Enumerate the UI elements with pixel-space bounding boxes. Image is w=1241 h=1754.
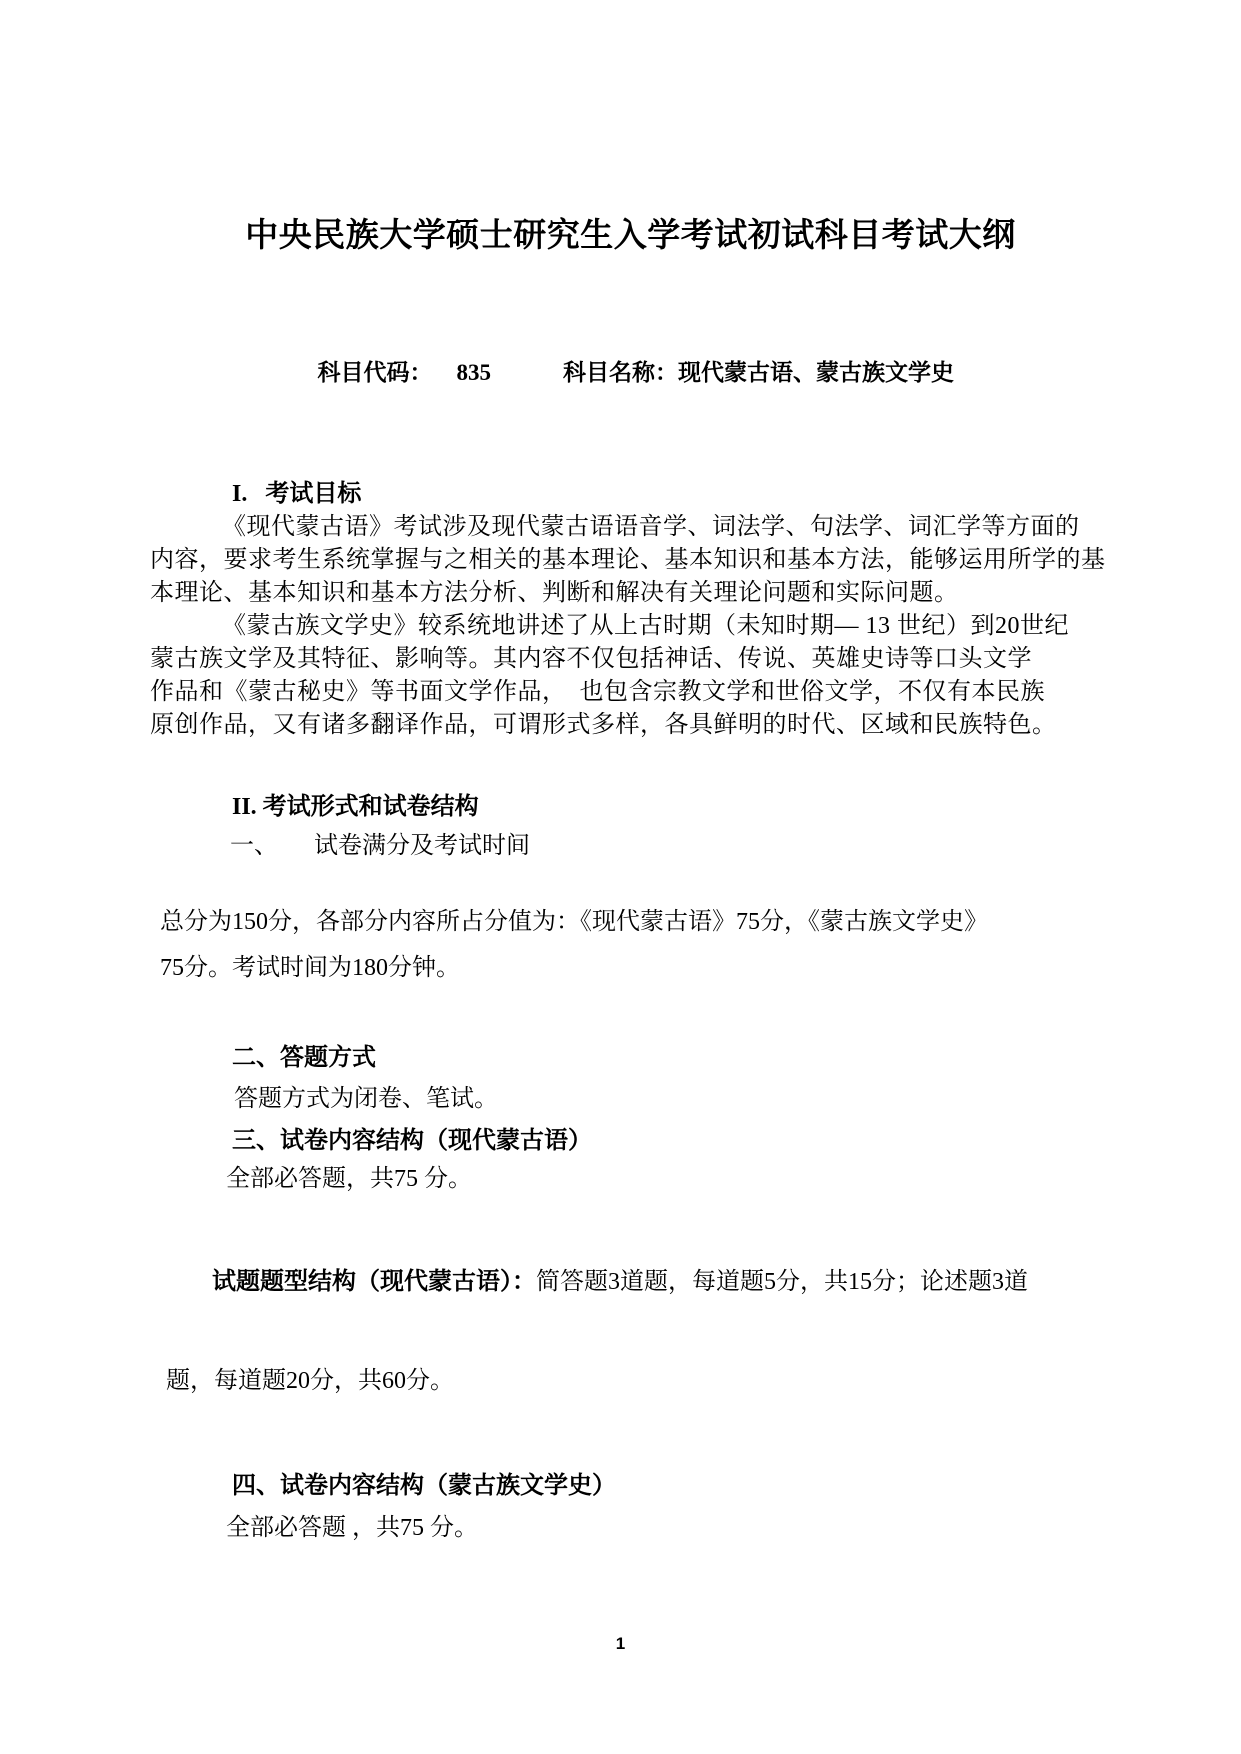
section-1-heading: I. 考试目标 bbox=[232, 481, 362, 507]
subject-code-label: 科目代码： bbox=[317, 360, 433, 385]
question-structure-bold-label: 试题题型结构（现代蒙古语）： bbox=[212, 1269, 536, 1295]
question-structure-line-1 bbox=[150, 1266, 1111, 1299]
subsection-3-heading: 三、试卷内容结构（现代蒙古语） bbox=[232, 1128, 592, 1154]
subsection-3-body: 全部必答题，共75 分。 bbox=[226, 1166, 472, 1192]
subsection-1-heading: 一、 试卷满分及考试时间 bbox=[230, 833, 530, 859]
text-line: 《现代蒙古语》考试涉及现代蒙古语语音学、词法学、句法学、词汇学等方面的 bbox=[222, 514, 1080, 540]
page-number: 1 bbox=[615, 1634, 626, 1653]
text-line: 《蒙古族文学史》较系统地讲述了从上古时期（未知时期— 13 世纪）到20世纪 bbox=[222, 613, 1069, 639]
subject-line bbox=[150, 328, 1111, 418]
score-paragraph bbox=[150, 899, 1111, 991]
text-line: 本理论、基本知识和基本方法分析、判断和解决有关理论问题和实际问题。 bbox=[150, 580, 959, 606]
question-structure-line-1-rest: 简答题3道题，每道题5分，共15分；论述题3道 bbox=[536, 1269, 1028, 1295]
subject-name-label: 科目名称： bbox=[563, 360, 678, 385]
subsection-4-heading: 四、试卷内容结构（蒙古族文学史） bbox=[232, 1473, 616, 1499]
text-line: 蒙古族文学及其特征、影响等。其内容不仅包括神话、传说、英雄史诗等口头文学 bbox=[150, 646, 1032, 672]
question-structure-line-2: 题，每道题20分，共60分。 bbox=[166, 1368, 454, 1394]
subject-name-value: 现代蒙古语、蒙古族文学史 bbox=[678, 360, 954, 385]
subject-code-value: 835 bbox=[456, 360, 491, 385]
question-structure-paragraph bbox=[150, 1200, 1111, 1464]
answer-method-text: 答题方式为闭卷、笔试。 bbox=[234, 1086, 498, 1112]
document-title: 中央民族大学硕士研究生入学考试初试科目考试大纲 bbox=[245, 218, 1016, 254]
text-line: 总分为150分，各部分内容所占分值为：《现代蒙古语》75分，《蒙古族文学史》 bbox=[160, 909, 988, 935]
section-2-heading: II. 考试形式和试卷结构 bbox=[232, 794, 479, 820]
text-line: 作品和《蒙古秘史》等书面文学作品， 也包含宗教文学和世俗文学，不仅有本民族 bbox=[150, 679, 1045, 705]
objective-paragraph-2 bbox=[150, 610, 1111, 742]
text-line: 75分。考试时间为180分钟。 bbox=[160, 955, 460, 981]
text-line: 内容，要求考生系统掌握与之相关的基本理论、基本知识和基本方法，能够运用所学的基 bbox=[150, 547, 1106, 573]
text-line: 原创作品，又有诸多翻译作品，可谓形式多样，各具鲜明的时代、区域和民族特色。 bbox=[150, 712, 1057, 738]
objective-paragraph-1 bbox=[150, 511, 1111, 610]
subsection-4-body: 全部必答题 ，共75 分。 bbox=[226, 1515, 478, 1541]
subsection-2-heading: 二、答题方式 bbox=[232, 1045, 376, 1071]
